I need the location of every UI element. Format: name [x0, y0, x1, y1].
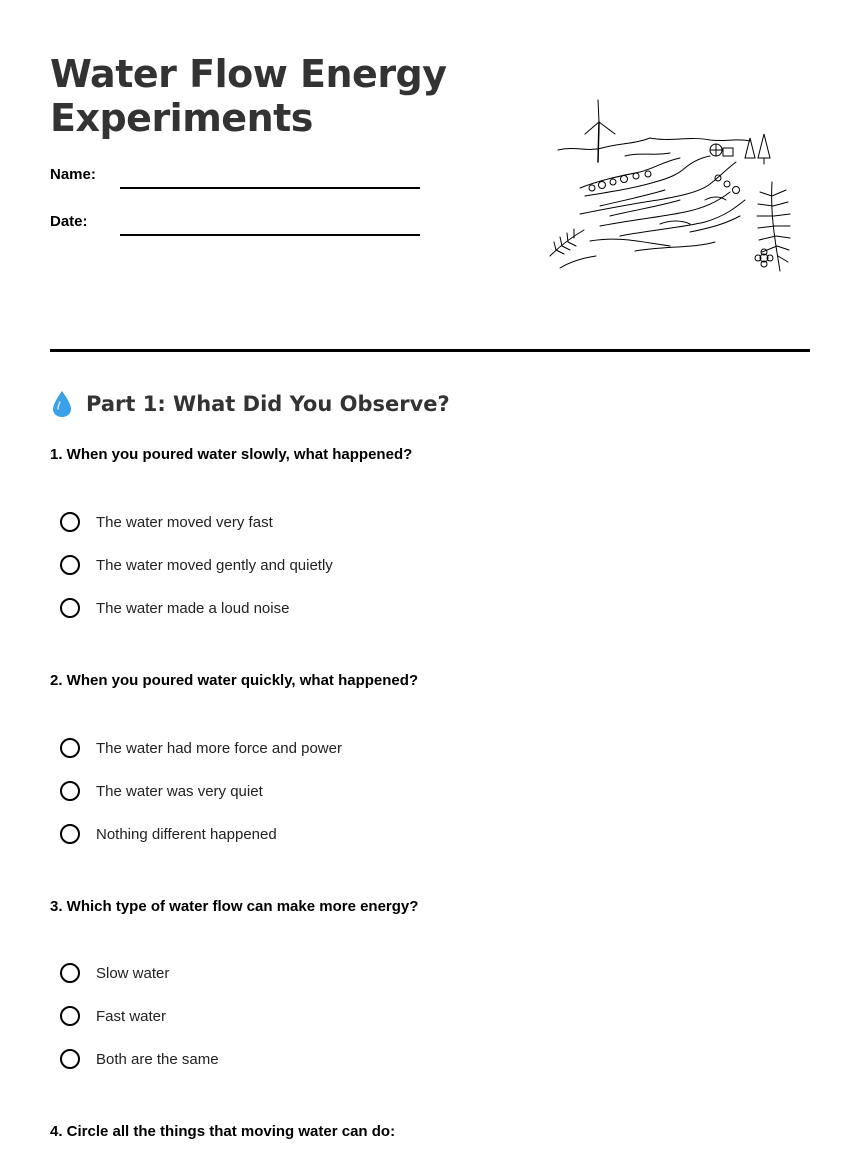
section-title: Part 1: What Did You Observe?: [86, 392, 450, 416]
question-1: 1. When you poured water slowly, what happened?: [50, 446, 413, 463]
date-field[interactable]: [120, 234, 420, 236]
section-divider: [50, 349, 810, 352]
section-heading: [50, 387, 450, 421]
option-q1-c[interactable]: [60, 596, 289, 620]
radio-button[interactable]: [60, 781, 80, 801]
option-label: The water made a loud noise: [96, 599, 290, 617]
question-3: 3. Which type of water flow can make more energy?: [50, 898, 419, 915]
radio-button[interactable]: [60, 824, 80, 844]
radio-button[interactable]: [60, 512, 80, 532]
name-label: Name:: [50, 166, 96, 183]
radio-button[interactable]: [60, 1006, 80, 1026]
option-q1-a[interactable]: [60, 510, 273, 534]
option-q3-a[interactable]: [60, 961, 169, 985]
option-label: Fast water: [96, 1007, 167, 1025]
option-label: Slow water: [96, 964, 170, 982]
radio-button[interactable]: [60, 1049, 80, 1069]
option-label: The water moved gently and quietly: [96, 556, 333, 574]
question-2: 2. When you poured water quickly, what happened?: [50, 672, 419, 689]
option-label: The water moved very fast: [96, 513, 273, 531]
option-q2-b[interactable]: [60, 779, 263, 803]
water-drop-icon: [50, 389, 74, 419]
option-label: Both are the same: [96, 1050, 219, 1068]
option-q1-b[interactable]: [60, 553, 333, 577]
date-label: Date:: [50, 213, 88, 230]
name-field[interactable]: [120, 187, 420, 189]
option-q3-c[interactable]: [60, 1047, 219, 1071]
option-q3-b[interactable]: [60, 1004, 166, 1028]
option-label: Nothing different happened: [96, 825, 277, 843]
option-label: The water had more force and power: [96, 739, 342, 757]
radio-button[interactable]: [60, 598, 80, 618]
page-title: Water Flow Energy Experiments: [50, 52, 447, 140]
option-label: The water was very quiet: [96, 782, 263, 800]
question-4: 4. Circle all the things that moving water can do:: [50, 1123, 396, 1140]
radio-button[interactable]: [60, 738, 80, 758]
option-q2-a[interactable]: [60, 736, 342, 760]
option-q2-c[interactable]: [60, 822, 277, 846]
river-windmill-illustration: [540, 96, 800, 278]
radio-button[interactable]: [60, 963, 80, 983]
radio-button[interactable]: [60, 555, 80, 575]
